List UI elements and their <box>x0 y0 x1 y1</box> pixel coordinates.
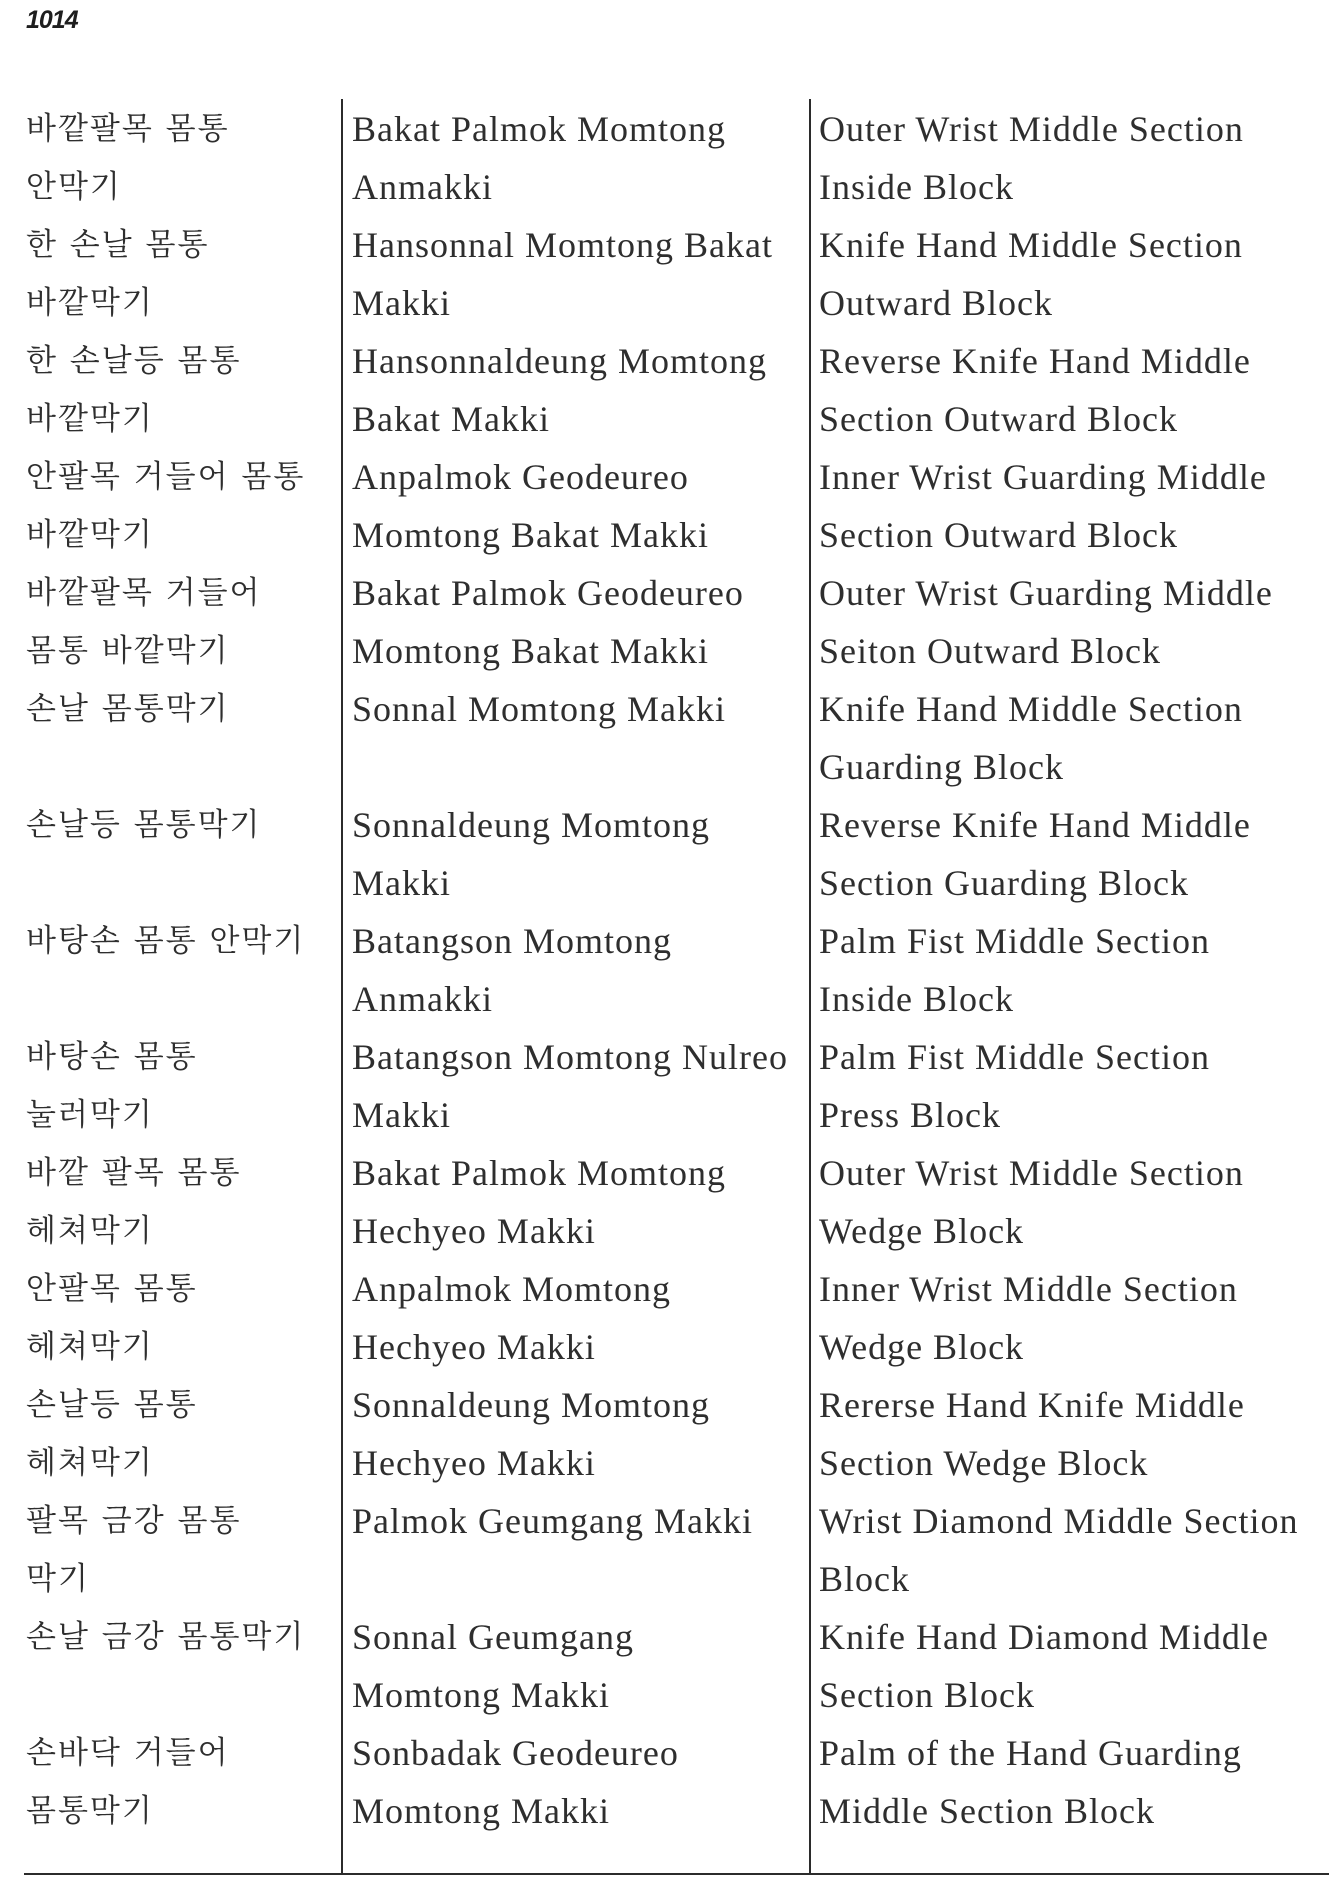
romanized-term: Bakat Palmok Momtong <box>352 1153 726 1193</box>
english-term: Outer Wrist Middle Section <box>819 1153 1244 1193</box>
table-row <box>0 1724 1329 1782</box>
korean-term: 손날등 몸통 <box>26 1387 198 1423</box>
english-term: Wrist Diamond Middle Section <box>819 1501 1299 1541</box>
romanized-term: Bakat Makki <box>352 399 550 439</box>
romanized-term: Hansonnal Momtong Bakat <box>352 225 773 265</box>
table-row <box>0 274 1329 332</box>
english-term: Seiton Outward Block <box>819 631 1161 671</box>
romanized-term: Batangson Momtong Nulreo <box>352 1037 788 1077</box>
korean-term: 한 손날 몸통 <box>26 227 210 263</box>
romanized-term <box>352 1550 804 1608</box>
table-row <box>0 1086 1329 1144</box>
english-term: Knife Hand Diamond Middle <box>819 1617 1269 1657</box>
table-row <box>0 564 1329 622</box>
table-row <box>0 1666 1329 1724</box>
table-row <box>0 390 1329 448</box>
english-term: Reverse Knife Hand Middle <box>819 341 1251 381</box>
english-term: Section Block <box>819 1675 1035 1715</box>
english-term: Section Outward Block <box>819 515 1178 555</box>
english-term: Guarding Block <box>819 747 1064 787</box>
korean-term: 바깥막기 <box>26 285 154 321</box>
table-row <box>0 854 1329 912</box>
korean-term: 손날등 몸통막기 <box>26 807 262 843</box>
romanized-term: Makki <box>352 283 451 323</box>
korean-term: 바깥막기 <box>26 401 154 437</box>
english-term: Section Wedge Block <box>819 1443 1149 1483</box>
romanized-term: Sonnaldeung Momtong <box>352 805 710 845</box>
table-row <box>0 622 1329 680</box>
english-term: Section Guarding Block <box>819 863 1189 903</box>
romanized-term: Sonnal Momtong Makki <box>352 689 727 729</box>
table-row <box>0 796 1329 854</box>
english-term: Section Outward Block <box>819 399 1178 439</box>
romanized-term: Hansonnaldeung Momtong <box>352 341 767 381</box>
table-bottom-rule <box>24 1873 1329 1875</box>
english-term: Middle Section Block <box>819 1791 1155 1831</box>
table-row <box>0 216 1329 274</box>
table-row <box>0 448 1329 506</box>
table-row <box>0 158 1329 216</box>
romanized-term: Momtong Makki <box>352 1791 611 1831</box>
table-row <box>0 1608 1329 1666</box>
korean-term: 안팔목 몸통 <box>26 1271 198 1307</box>
table-row <box>0 1550 1329 1608</box>
english-term: Palm Fist Middle Section <box>819 1037 1211 1077</box>
romanized-term: Hechyeo Makki <box>352 1327 596 1367</box>
korean-term: 헤쳐막기 <box>26 1445 154 1481</box>
korean-term: 바탕손 몸통 <box>26 1039 198 1075</box>
romanized-term: Makki <box>352 1095 451 1135</box>
english-term: Inside Block <box>819 167 1014 207</box>
romanized-term: Hechyeo Makki <box>352 1211 596 1251</box>
korean-term: 손바닥 거들어 <box>26 1735 230 1771</box>
romanized-term: Hechyeo Makki <box>352 1443 596 1483</box>
table-row <box>0 332 1329 390</box>
romanized-term: Anmakki <box>352 167 493 207</box>
korean-term: 눌러막기 <box>26 1097 154 1133</box>
english-term: Palm of the Hand Guarding <box>819 1733 1242 1773</box>
table-row <box>0 1144 1329 1202</box>
table-row <box>0 100 1329 158</box>
korean-term <box>26 738 338 796</box>
english-term: Press Block <box>819 1095 1001 1135</box>
romanized-term: Anpalmok Momtong <box>352 1269 671 1309</box>
korean-term: 헤쳐막기 <box>26 1329 154 1365</box>
romanized-term: Momtong Bakat Makki <box>352 515 709 555</box>
romanized-term <box>352 738 804 796</box>
romanized-term: Makki <box>352 863 451 903</box>
korean-term: 바깥팔목 몸통 <box>26 111 230 147</box>
table-row <box>0 1318 1329 1376</box>
romanized-term: Anpalmok Geodeureo <box>352 457 689 497</box>
korean-term: 팔목 금강 몸통 <box>26 1503 242 1539</box>
romanized-term: Momtong Makki <box>352 1675 611 1715</box>
romanized-term: Sonnal Geumgang <box>352 1617 634 1657</box>
korean-term: 막기 <box>26 1561 90 1597</box>
korean-term: 안팔목 거들어 몸통 <box>26 459 306 495</box>
english-term: Knife Hand Middle Section <box>819 225 1243 265</box>
english-term: Reverse Knife Hand Middle <box>819 805 1251 845</box>
korean-term: 몸통막기 <box>26 1793 154 1829</box>
romanized-term: Bakat Palmok Geodeureo <box>352 573 744 613</box>
table-row <box>0 912 1329 970</box>
korean-term: 몸통 바깥막기 <box>26 633 230 669</box>
table-row <box>0 1376 1329 1434</box>
korean-term <box>26 970 338 1028</box>
table-row <box>0 1028 1329 1086</box>
romanized-term: Momtong Bakat Makki <box>352 631 709 671</box>
korean-term: 안막기 <box>26 169 122 205</box>
korean-term <box>26 854 338 912</box>
korean-term: 바깥 팔목 몸통 <box>26 1155 242 1191</box>
table-row <box>0 970 1329 1028</box>
korean-term: 바깥막기 <box>26 517 154 553</box>
english-term: Outer Wrist Guarding Middle <box>819 573 1273 613</box>
romanized-term: Sonbadak Geodeureo <box>352 1733 679 1773</box>
english-term: Knife Hand Middle Section <box>819 689 1243 729</box>
table-row <box>0 1202 1329 1260</box>
table-row <box>0 680 1329 738</box>
english-term: Inner Wrist Guarding Middle <box>819 457 1267 497</box>
table-row <box>0 1434 1329 1492</box>
english-term: Wedge Block <box>819 1327 1025 1367</box>
romanized-term: Bakat Palmok Momtong <box>352 109 726 149</box>
english-term: Outer Wrist Middle Section <box>819 109 1244 149</box>
korean-term: 바깥팔목 거들어 <box>26 575 262 611</box>
english-term: Inner Wrist Middle Section <box>819 1269 1238 1309</box>
romanized-term: Sonnaldeung Momtong <box>352 1385 710 1425</box>
table-row <box>0 1782 1329 1840</box>
korean-term: 헤쳐막기 <box>26 1213 154 1249</box>
korean-term: 손날 금강 몸통막기 <box>26 1619 306 1655</box>
romanized-term: Anmakki <box>352 979 493 1019</box>
english-term: Rererse Hand Knife Middle <box>819 1385 1245 1425</box>
english-term: Block <box>819 1559 910 1599</box>
table-row <box>0 1492 1329 1550</box>
page-number: 1014 <box>26 6 78 34</box>
table-row <box>0 738 1329 796</box>
korean-term: 바탕손 몸통 안막기 <box>26 923 306 959</box>
table-row <box>0 506 1329 564</box>
korean-term: 손날 몸통막기 <box>26 691 230 727</box>
english-term: Outward Block <box>819 283 1053 323</box>
table-row <box>0 1260 1329 1318</box>
english-term: Wedge Block <box>819 1211 1025 1251</box>
english-term: Palm Fist Middle Section <box>819 921 1211 961</box>
glossary-table <box>0 100 1329 1840</box>
korean-term: 한 손날등 몸통 <box>26 343 242 379</box>
romanized-term: Palmok Geumgang Makki <box>352 1501 753 1541</box>
romanized-term: Batangson Momtong <box>352 921 672 961</box>
english-term: Inside Block <box>819 979 1014 1019</box>
korean-term <box>26 1666 338 1724</box>
